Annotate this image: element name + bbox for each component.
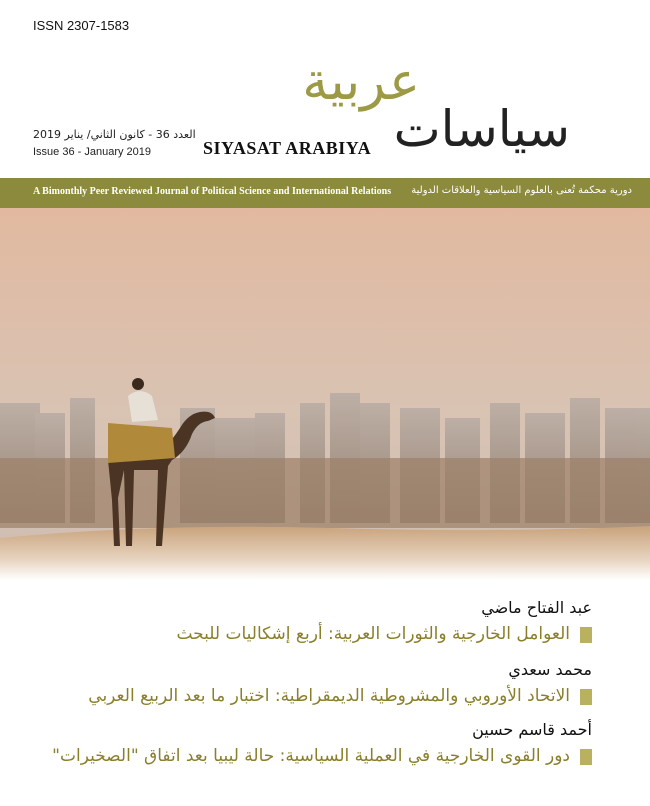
- logo-english: SIYASAT ARABIYA: [203, 138, 372, 158]
- subtitle-english: A Bimonthly Peer Reviewed Journal of Political Science and International Relations: [33, 186, 392, 197]
- article-1-title: العوامل الخارجية والثورات العربية: أربع إشكاليات للبحث: [176, 624, 570, 644]
- issn-label: ISSN 2307-1583: [33, 18, 130, 33]
- article-3-bullet: [580, 749, 592, 765]
- cover-photo: [0, 208, 650, 580]
- issue-label-english: Issue 36 - January 2019: [33, 146, 152, 158]
- article-3-title: دور القوى الخارجية في العملية السياسية: حالة ليبيا بعد اتفاق "الصخيرات": [52, 746, 570, 766]
- article-2-title: الاتحاد الأوروبي والمشروطية الديمقراطية: اختبار ما بعد الربيع العربي: [88, 686, 570, 706]
- article-1-author: عبد الفتاح ماضي: [481, 598, 592, 617]
- issue-label-arabic: العدد 36 - كانون الثاني/ يناير 2019: [33, 128, 196, 141]
- logo-arabic-bottom: سياسات: [393, 100, 570, 158]
- article-3-author: أحمد قاسم حسين: [472, 720, 592, 739]
- subtitle-arabic: دورية محكمة تُعنى بالعلوم السياسية والعلاقات الدولية: [411, 185, 632, 196]
- logo-arabic-top: عربية: [302, 52, 420, 112]
- article-2-bullet: [580, 689, 592, 705]
- article-1-bullet: [580, 627, 592, 643]
- article-2-author: محمد سعدي: [508, 660, 592, 679]
